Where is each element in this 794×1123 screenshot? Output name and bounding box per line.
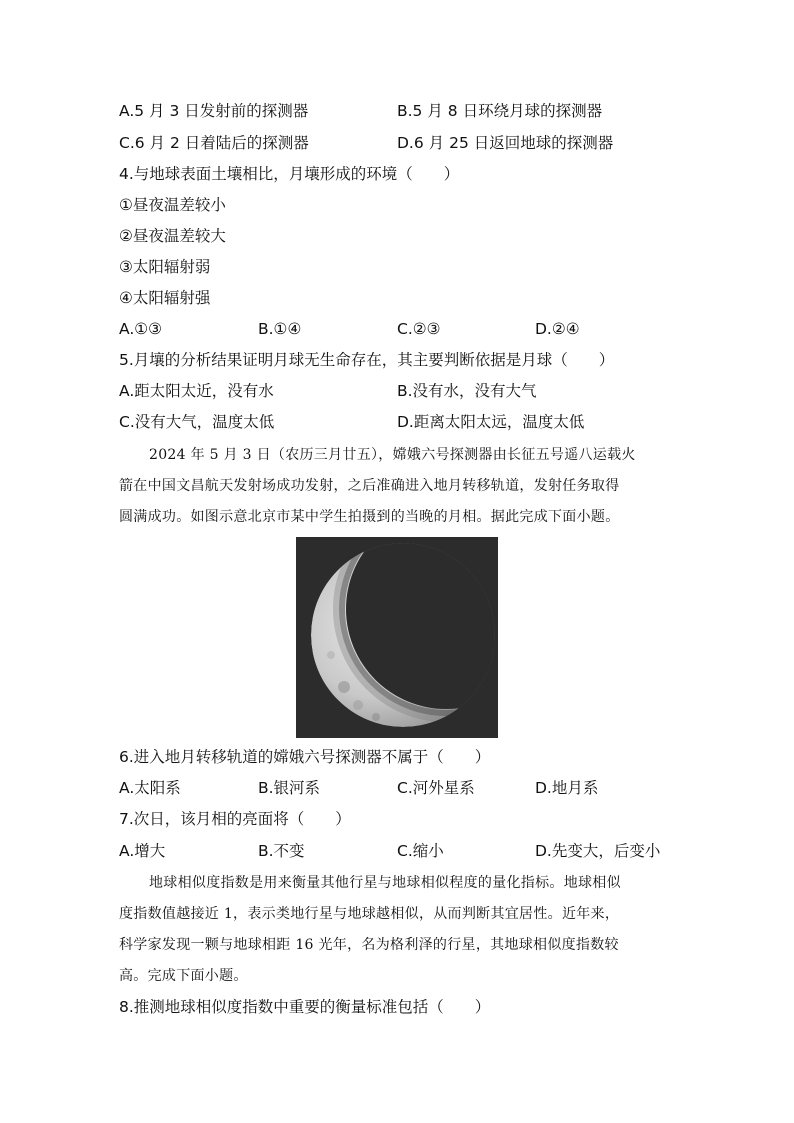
q5-option-a: A.距太阳太近，没有水 — [119, 382, 274, 400]
q4-item-1: ①昼夜温差较小 — [119, 196, 226, 214]
q4-item-3: ③太阳辐射弱 — [119, 258, 211, 276]
q6-option-d: D.地月系 — [535, 779, 599, 797]
q6-option-b: B.银河系 — [258, 779, 321, 797]
q4-item-2: ②昼夜温差较大 — [119, 227, 226, 245]
q6-option-a: A.太阳系 — [119, 779, 181, 797]
q7-option-c: C.缩小 — [397, 842, 444, 860]
q5-option-c: C.没有大气，温度太低 — [119, 413, 275, 431]
q7-option-a: A.增大 — [119, 842, 166, 860]
q4-stem: 4.与地球表面土壤相比，月壤形成的环境（ ） — [119, 165, 460, 183]
passage1-line2: 箭在中国文昌航天发射场成功发射，之后准确进入地月转移轨道，发射任务取得 — [119, 478, 620, 494]
q4-option-a: A.①③ — [119, 320, 163, 338]
passage1-line1: 2024 年 5 月 3 日（农历三月廿五），嫦娥六号探测器由长征五号遥八运载火 — [149, 447, 636, 463]
passage1-line3: 圆满成功。如图示意北京市某中学生拍摄到的当晚的月相。据此完成下面小题。 — [119, 509, 620, 525]
q3-option-b: B.5 月 8 日环绕月球的探测器 — [397, 102, 603, 120]
q7-option-b: B.不变 — [258, 842, 305, 860]
q3-option-d: D.6 月 25 日返回地球的探测器 — [397, 134, 614, 152]
q7-option-d: D.先变大，后变小 — [535, 842, 661, 860]
moon-phase-photo — [296, 537, 498, 738]
passage2-line4: 高。完成下面小题。 — [119, 968, 248, 984]
q4-item-4: ④太阳辐射强 — [119, 289, 211, 307]
passage-earth-similarity — [119, 868, 679, 992]
q7-stem: 7.次日，该月相的亮面将（ ） — [119, 810, 351, 828]
q5-stem: 5.月壤的分析结果证明月球无生命存在，其主要判断依据是月球（ ） — [119, 351, 615, 369]
passage2-line1: 地球相似度指数是用来衡量其他行星与地球相似程度的量化指标。地球相似 — [149, 875, 621, 891]
q5-option-b: B.没有水，没有大气 — [397, 382, 537, 400]
passage2-line2: 度指数值越接近 1，表示类地行星与地球越相似，从而判断其宜居性。近年来， — [119, 906, 620, 922]
q4-option-d: D.②④ — [535, 320, 580, 338]
q6-stem: 6.进入地月转移轨道的嫦娥六号探测器不属于（ ） — [119, 748, 491, 766]
q3-option-a: A.5 月 3 日发射前的探测器 — [119, 102, 309, 120]
q4-option-c: C.②③ — [397, 320, 441, 338]
crescent-moon-image — [296, 537, 498, 738]
passage-chang-e-6 — [119, 440, 679, 533]
q3-option-c: C.6 月 2 日着陆后的探测器 — [119, 134, 309, 152]
q4-option-b: B.①④ — [258, 320, 302, 338]
q5-option-d: D.距离太阳太远，温度太低 — [397, 413, 585, 431]
q6-option-c: C.河外星系 — [397, 779, 475, 797]
passage2-line3: 科学家发现一颗与地球相距 16 光年，名为格利泽的行星，其地球相似度指数较 — [119, 937, 619, 953]
q8-stem: 8.推测地球相似度指数中重要的衡量标准包括（ ） — [119, 998, 491, 1016]
